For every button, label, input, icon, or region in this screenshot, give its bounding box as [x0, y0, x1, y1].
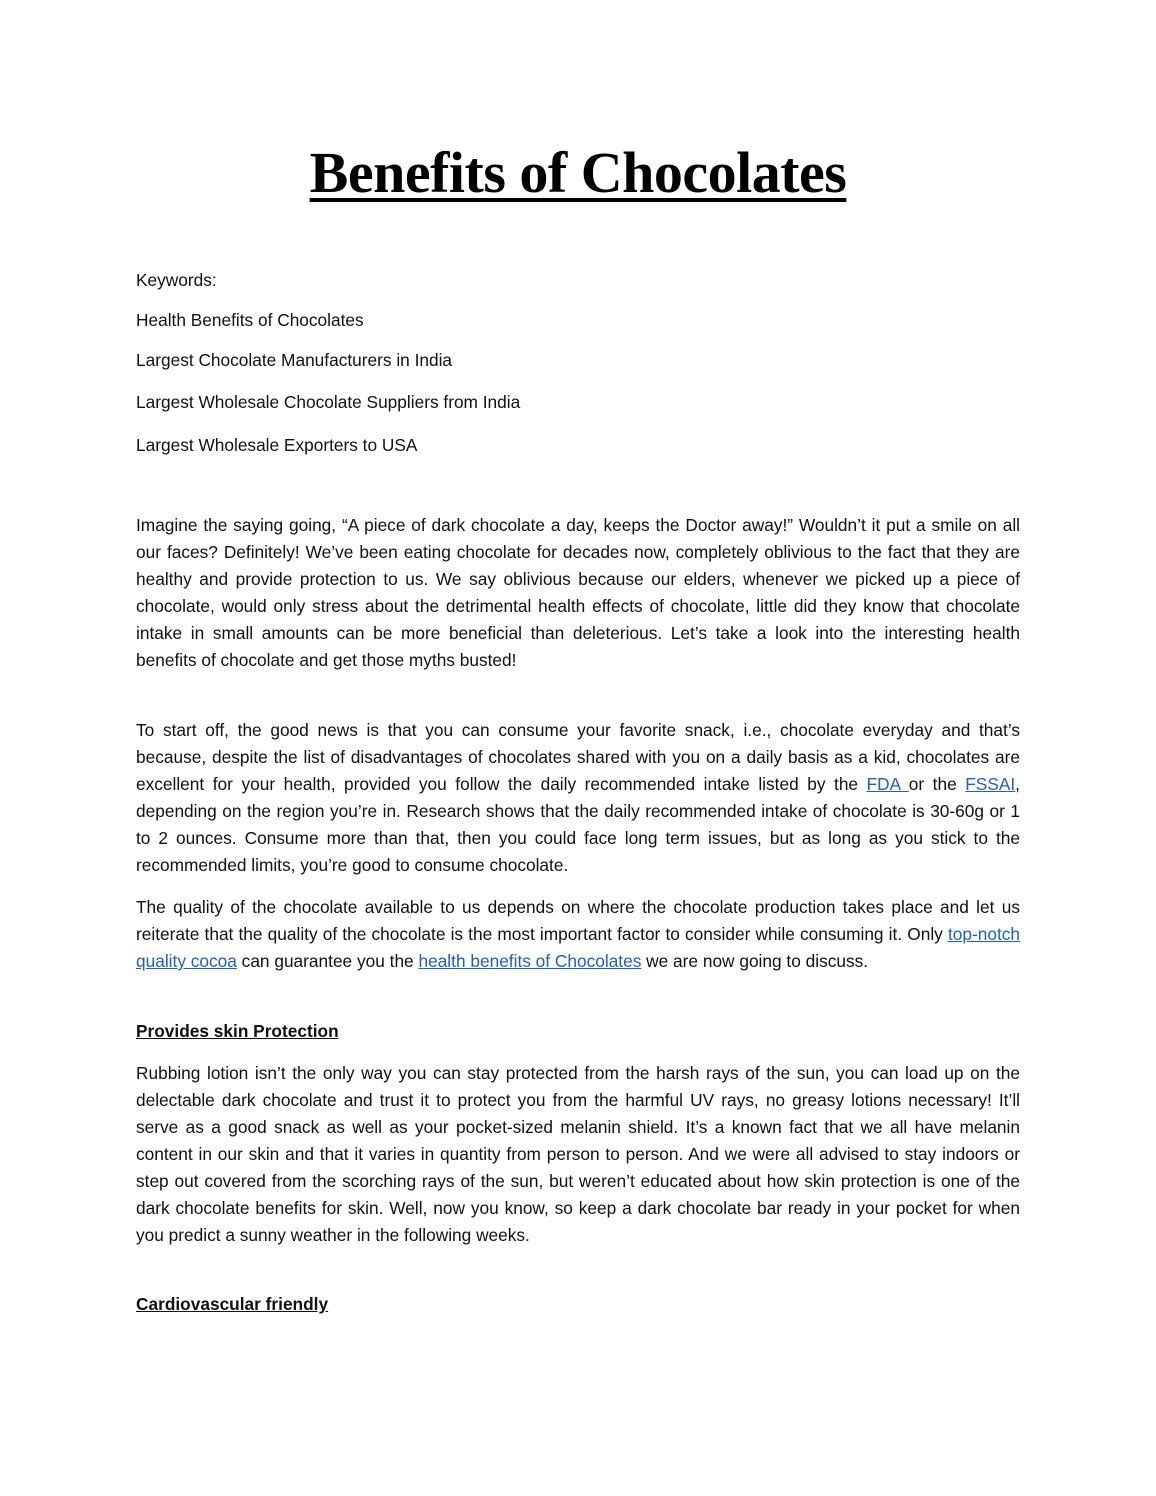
keyword-item: Largest Chocolate Manufacturers in India	[136, 350, 453, 370]
document-title: Benefits of Chocolates	[309, 140, 847, 205]
fda-link[interactable]: FDA	[866, 774, 909, 794]
paragraph-text: To start off, the good news is that you can consume your favorite snack, i.e., chocolate everyday and that’s because, despite the list of disadvantages of chocolates shared with you on a daily basis as a kid, chocolates are excellent for your health, provided you follow the daily recommended intake listed by the	[136, 720, 1020, 794]
quality-cocoa-link[interactable]: top-notch quality cocoa	[136, 924, 1020, 971]
paragraph-text: The quality of the chocolate available to us depends on where the chocolate production takes place and let us reiterate that the quality of the chocolate is the most important factor to consider while consuming it. Only	[136, 897, 1020, 944]
keyword-item: Health Benefits of Chocolates	[136, 310, 364, 330]
intro-paragraph: Imagine the saying going, “A piece of dark chocolate a day, keeps the Doctor away!” Wouldn’t it put a smile on all our faces? Definitely! We’ve been eating chocolate for decades now, completely oblivious to the fact that they are healthy and provide protection to us. We say oblivious because our elders, whenever we picked up a piece of chocolate, would only stress about the detrimental health effects of chocolate, little did they know that chocolate intake in small amounts can be more beneficial than deleterious. Let’s take a look into the interesting health benefits of chocolate and get those myths busted!	[136, 515, 1020, 670]
quality-paragraph	[136, 894, 1020, 975]
skin-protection-paragraph: Rubbing lotion isn’t the only way you can stay protected from the harsh rays of the sun, you can load up on the delectable dark chocolate and trust it to protect you from the harmful UV rays, no greasy lotions necessary! It’ll serve as a good snack as well as your pocket-sized melanin shield. It’s a known fact that we all have melanin content in our skin and that it varies in quantity from person to person. And we were all advised to stay indoors or step out covered from the scorching rays of the sun, but weren’t educated about how skin protection is one of the dark chocolate benefits for skin. Well, now you know, so keep a dark chocolate bar ready in your pocket for when you predict a sunny weather in the following weeks.	[136, 1063, 1020, 1245]
keyword-item: Largest Wholesale Chocolate Suppliers from India	[136, 392, 521, 412]
keyword-item: Largest Wholesale Exporters to USA	[136, 435, 418, 455]
section-heading-skin-protection: Provides skin Protection	[136, 1021, 339, 1041]
paragraph-text: or the	[908, 774, 966, 794]
intake-paragraph	[136, 717, 1020, 879]
section-heading-cardiovascular: Cardiovascular friendly	[136, 1294, 329, 1314]
health-benefits-link[interactable]: health benefits of Chocolates	[418, 951, 642, 971]
keywords-label: Keywords:	[136, 270, 217, 290]
paragraph-text: , depending on the region you’re in. Research shows that the daily recommended intake of chocolate is 30-60g or 1 to 2 ounces. Consume more than that, then you could face long term issues, but as long as you stick to the recommended limits, you’re good to consume chocolate.	[136, 774, 1020, 875]
paragraph-text: can guarantee you the	[236, 951, 419, 971]
paragraph-text: we are now going to discuss.	[641, 951, 869, 971]
fssai-link[interactable]: FSSAI	[965, 774, 1016, 794]
